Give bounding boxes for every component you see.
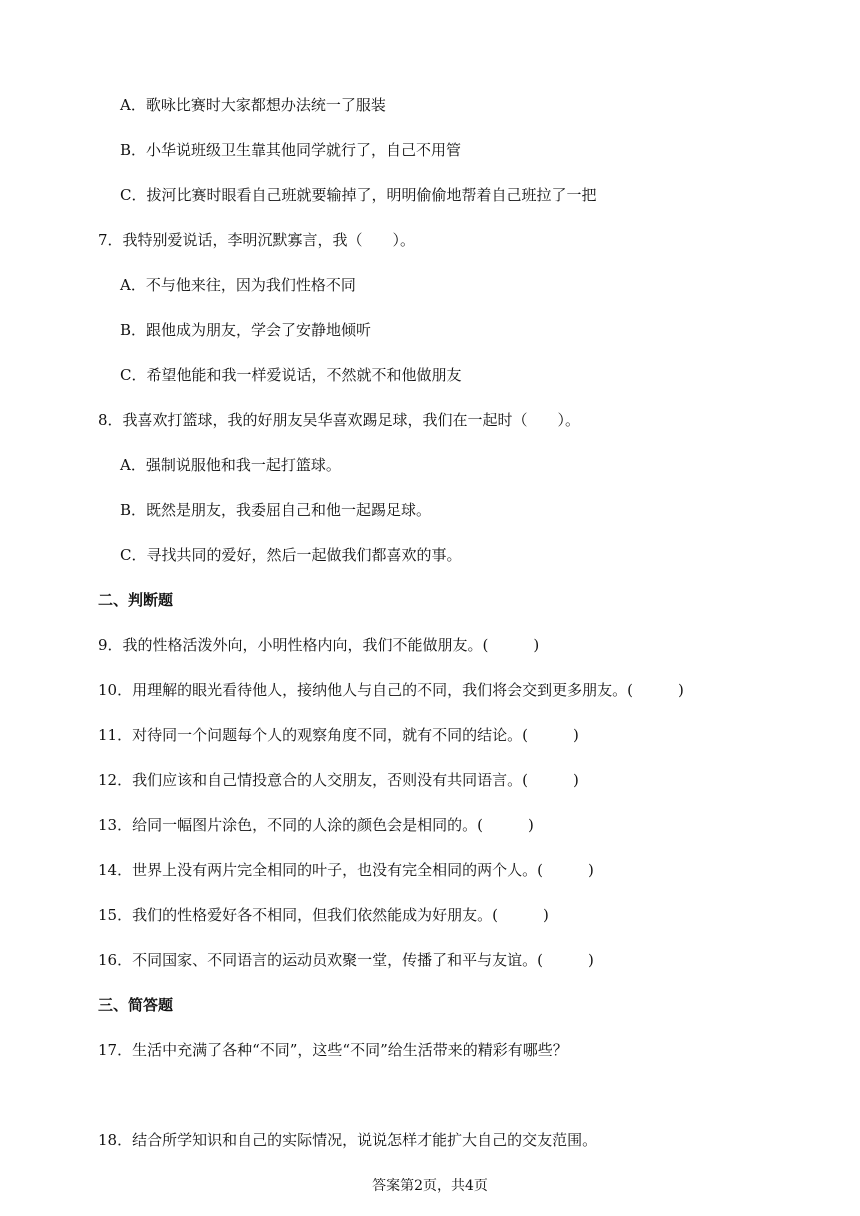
q6-option-b: B．小华说班级卫生靠其他同学就行了，自己不用管 [120,141,462,159]
q8-stem: 8．我喜欢打篮球，我的好朋友吴华喜欢踢足球，我们在一起时（ ）。 [98,411,581,429]
section-title-judgement: 二、判断题 [98,591,174,609]
q8-option-c: C．寻找共同的爱好，然后一起做我们都喜欢的事。 [120,546,462,564]
judge-question: 14．世界上没有两片完全相同的叶子，也没有完全相同的两个人。( ) [98,861,594,879]
judge-question: 16．不同国家、不同语言的运动员欢聚一堂，传播了和平与友谊。( ) [98,951,594,969]
judge-question: 15．我们的性格爱好各不相同，但我们依然能成为好朋友。( ) [98,906,549,924]
q7-option-b: B．跟他成为朋友，学会了安静地倾听 [120,321,372,339]
judge-question: 9．我的性格活泼外向，小明性格内向，我们不能做朋友。( ) [98,636,540,654]
page-footer: 答案第2页，共4页 [372,1178,488,1194]
judge-question: 11．对待同一个问题每个人的观察角度不同，就有不同的结论。( ) [98,726,579,744]
short-answer-question: 17．生活中充满了各种“不同”，这些“不同”给生活带来的精彩有哪些？ [98,1041,568,1059]
q8-option-a: A．强制说服他和我一起打篮球。 [120,456,341,474]
q6-option-a: A．歌咏比赛时大家都想办法统一了服装 [120,96,386,114]
judge-question: 12．我们应该和自己情投意合的人交朋友，否则没有共同语言。( ) [98,771,579,789]
judge-question: 13．给同一幅图片涂色，不同的人涂的颜色会是相同的。( ) [98,816,534,834]
q7-stem: 7．我特别爱说话，李明沉默寡言，我（ ）。 [98,231,416,249]
judge-question: 10．用理解的眼光看待他人，接纳他人与自己的不同，我们将会交到更多朋友。( ) [98,681,684,699]
q6-option-c: C．拔河比赛时眼看自己班就要输掉了，明明偷偷地帮着自己班拉了一把 [120,186,597,204]
q7-option-c: C．希望他能和我一样爱说话，不然就不和他做朋友 [120,366,462,384]
short-answer-question: 18．结合所学知识和自己的实际情况，说说怎样才能扩大自己的交友范围。 [98,1131,598,1149]
section-title-short-answer: 三、简答题 [98,996,174,1014]
q8-option-b: B．既然是朋友，我委屈自己和他一起踢足球。 [120,501,432,519]
q7-option-a: A．不与他来往，因为我们性格不同 [120,276,356,294]
